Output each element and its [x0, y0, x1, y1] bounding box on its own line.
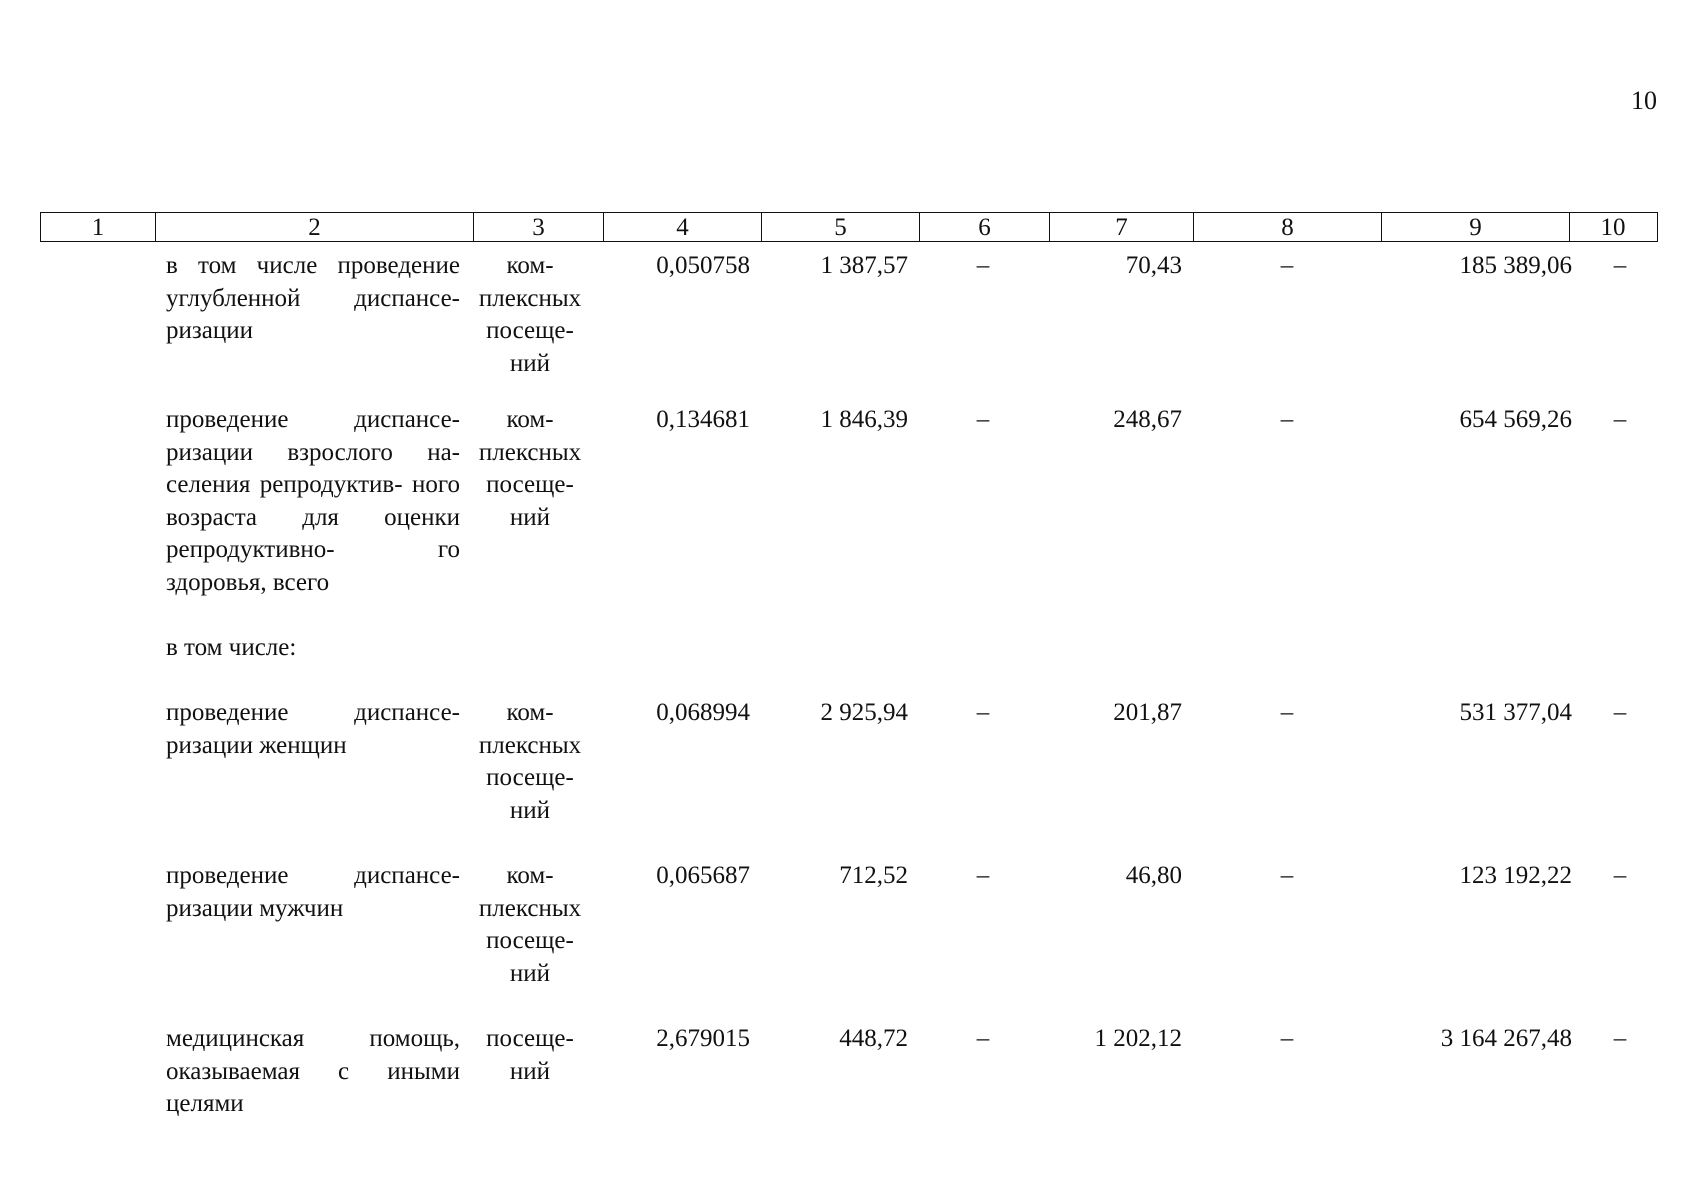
row-col5: 2 925,94 — [820, 699, 908, 726]
row-col6: – — [976, 699, 990, 726]
header-cell-1: 1 — [41, 213, 156, 241]
page-number: 10 — [1631, 86, 1657, 115]
row-name: медицинская помощь, оказываемая с иными целями — [166, 1025, 460, 1117]
row-col4: 0,050758 — [656, 252, 750, 279]
header-cell-10: 10 — [1600, 214, 1626, 241]
header-cell-3: 3 — [474, 213, 604, 241]
header-cell-7: 7 — [1050, 213, 1194, 241]
row-col7: 46,80 — [1125, 862, 1182, 889]
row-col9: 654 569,26 — [1459, 406, 1572, 433]
row-col4: 0,134681 — [656, 406, 750, 433]
row-col10: – — [1613, 406, 1627, 433]
row-unit: ком- плексных посеще- ний — [478, 252, 582, 377]
row-col5: 448,72 — [839, 1025, 908, 1052]
row-col5: 1 846,39 — [820, 406, 908, 433]
header-cell-5: 5 — [762, 213, 920, 241]
row-col9: 531 377,04 — [1459, 699, 1572, 726]
header-cell-4: 4 — [604, 213, 762, 241]
row-col8: – — [1280, 406, 1294, 433]
header-cell-9: 9 — [1382, 213, 1570, 241]
row-col9: 123 192,22 — [1459, 862, 1572, 889]
row-col5: 1 387,57 — [820, 252, 908, 279]
row-col7: 70,43 — [1125, 252, 1182, 279]
row-col10: – — [1613, 862, 1627, 889]
row-col9: 185 389,06 — [1459, 252, 1572, 279]
row-col5: 712,52 — [839, 862, 908, 889]
row-col8: – — [1280, 862, 1294, 889]
row-col7: 1 202,12 — [1094, 1025, 1182, 1052]
row-col6: – — [976, 1025, 990, 1052]
row-unit: посеще- ний — [486, 1025, 574, 1085]
row-col7: 248,67 — [1113, 406, 1182, 433]
row-col10: – — [1613, 252, 1627, 279]
row-col4: 2,679015 — [656, 1025, 750, 1052]
header-cell-2: 2 — [156, 213, 474, 241]
row-col7: 201,87 — [1113, 699, 1182, 726]
row-name: проведение диспансе- ризации мужчин — [166, 862, 460, 922]
row-unit: ком- плексных посеще- ний — [478, 699, 582, 824]
row-col8: – — [1280, 699, 1294, 726]
row-name: проведение диспансе- ризации женщин — [166, 699, 460, 759]
row-col10: – — [1613, 699, 1627, 726]
header-cell-6: 6 — [920, 213, 1050, 241]
subheading: в том числе: — [166, 634, 297, 661]
row-unit: ком- плексных посеще- ний — [478, 406, 582, 531]
row-name: проведение диспансе- ризации взрослого на- селения репродуктив- ного возраста для оценки репродуктивно- го здоровья, всего — [166, 406, 460, 596]
table-header-row — [40, 212, 1658, 242]
row-col6: – — [976, 252, 990, 279]
row-col6: – — [976, 406, 990, 433]
row-col10: – — [1613, 1025, 1627, 1052]
row-col6: – — [976, 862, 990, 889]
row-col4: 0,068994 — [656, 699, 750, 726]
row-name: в том числе проведение углубленной диспансе- ризации — [166, 252, 460, 344]
row-col9: 3 164 267,48 — [1440, 1025, 1572, 1052]
row-col4: 0,065687 — [656, 862, 750, 889]
row-unit: ком- плексных посеще- ний — [478, 862, 582, 987]
row-col8: – — [1280, 252, 1294, 279]
header-cell-8: 8 — [1194, 213, 1382, 241]
row-col8: – — [1280, 1025, 1294, 1052]
